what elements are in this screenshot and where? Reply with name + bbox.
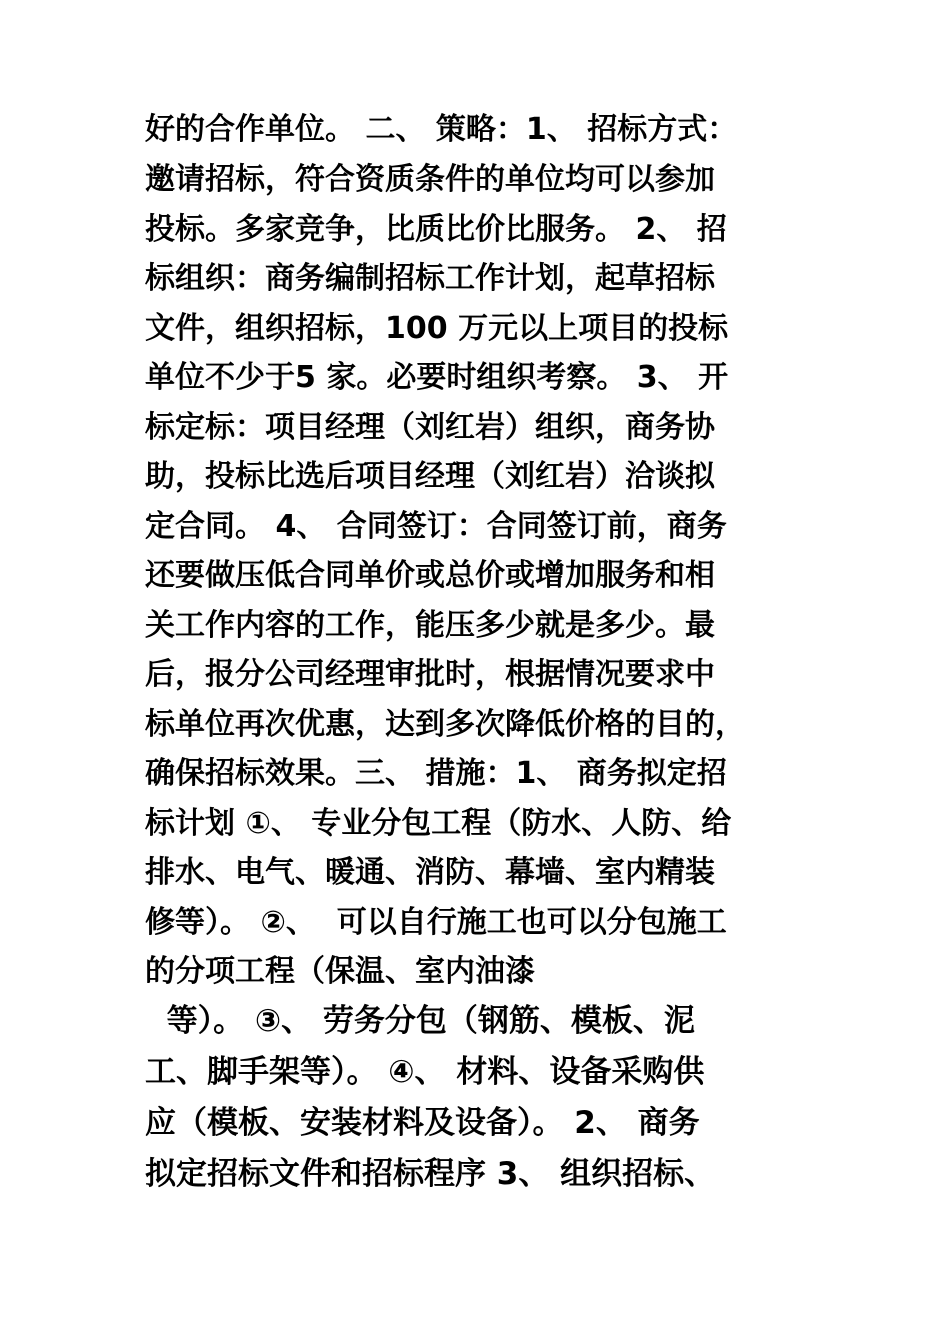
text-line: 单位不少于5 家。必要时组织考察。 3、 开 [145, 360, 729, 395]
text-line: 定合同。 4、 合同签订：合同签订前，商务 [145, 508, 727, 544]
text-line: 文件，组织招标，100 万元以上项目的投标 [145, 310, 729, 346]
text-line: 标计划 ①、 专业分包工程（防水、人防、给 [145, 805, 732, 841]
text-line: 标定标：项目经理（刘红岩）组织，商务协 [145, 409, 715, 445]
text-line: 修等）。 ②、 可以自行施工也可以分包施工 [145, 904, 727, 940]
text-line: 标组织：商务编制招标工作计划，起草招标 [145, 261, 715, 296]
text-line: 后，报分公司经理审批时，根据情况要求中 [145, 657, 715, 692]
text-line: 排水、电气、暖通、消防、幕墙、室内精装 [145, 855, 715, 890]
text-line: 好的合作单位。 二、 策略：1、 招标方式： [145, 112, 738, 147]
text-line: 确保招标效果。三、 措施：1、 商务拟定招 [145, 756, 727, 791]
text-line: 投标。多家竞争，比质比价比服务。 2、 招 [145, 211, 727, 247]
document-body-continued [145, 996, 845, 1200]
text-line: 标单位再次优惠，达到多次降低价格的目的， [145, 706, 745, 742]
text-line: 的分项工程（保温、室内油漆 [145, 954, 535, 989]
text-line: 助，投标比选后项目经理（刘红岩）洽谈拟 [145, 459, 715, 494]
text-line: 等）。 ③、 劳务分包（钢筋、模板、泥 [145, 1003, 695, 1039]
text-line: 拟定招标文件和招标程序 3、 组织招标、 [145, 1156, 716, 1192]
text-line: 邀请招标，符合资质条件的单位均可以参加 [145, 162, 715, 197]
document-body [145, 104, 835, 997]
text-line: 还要做压低合同单价或总价或增加服务和相 [145, 558, 715, 593]
text-line: 关工作内容的工作，能压多少就是多少。最 [145, 607, 715, 643]
text-line: 应（模板、安装材料及设备）。 2、 商务 [145, 1105, 700, 1141]
text-line: 工、脚手架等）。 ④、 材料、设备采购供 [145, 1054, 705, 1090]
